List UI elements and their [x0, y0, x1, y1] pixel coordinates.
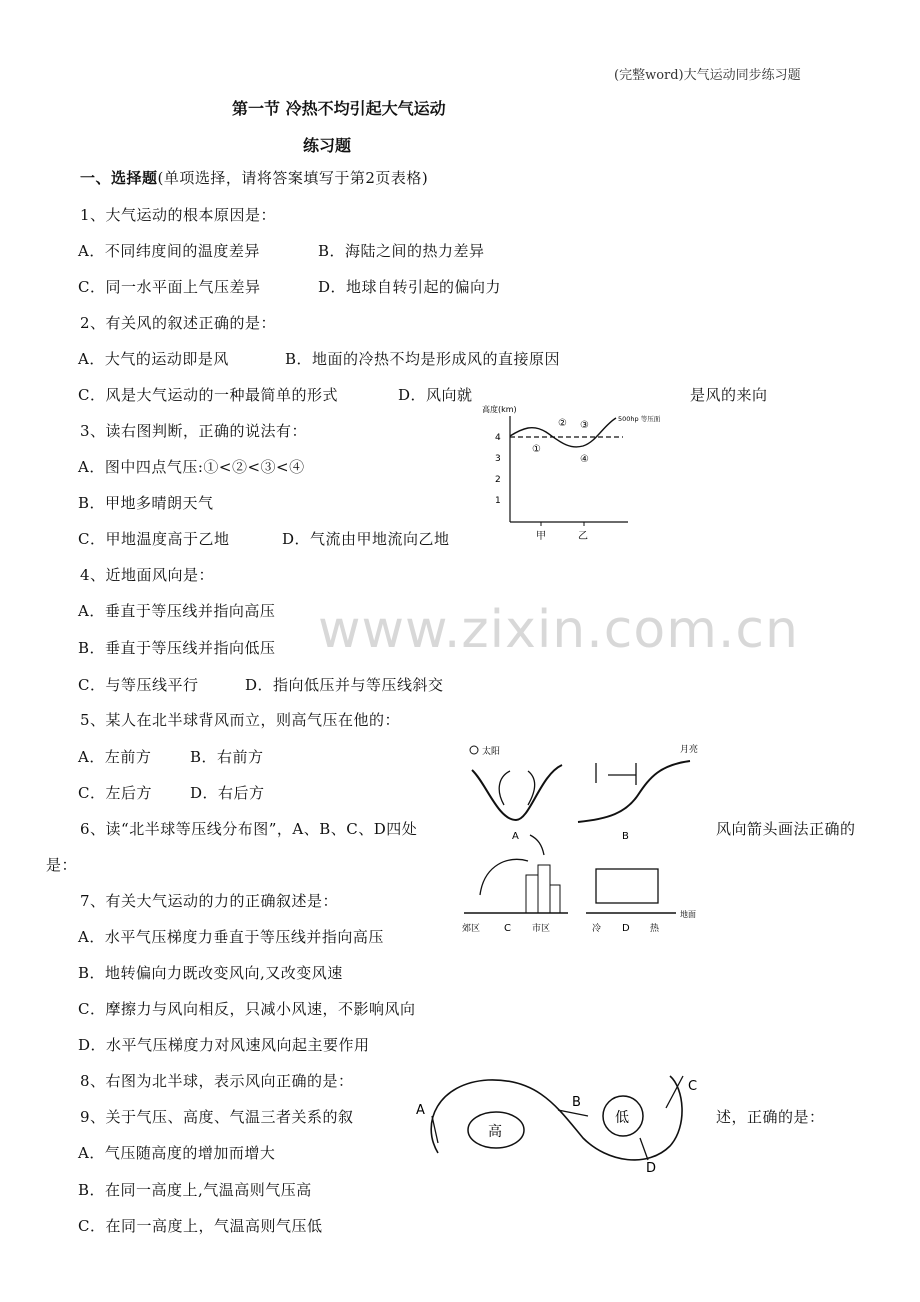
q7-stem: 7、有关大气运动的力的正确叙述是： [80, 892, 339, 910]
q7-option-a: A．水平气压梯度力垂直于等压线并指向高压 [78, 928, 384, 946]
q6-stem-tail: 风向箭头画法正确的 [716, 820, 856, 838]
fig3-xlabel-yi: 乙 [578, 531, 588, 542]
q1-option-c: C．同一水平面上气压差异 [78, 278, 261, 296]
q3-option-c: C．甲地温度高于乙地 [78, 530, 230, 548]
fig6-city-label: 市区 [532, 924, 551, 934]
q3-stem: 3、读右图判断，正确的说法有： [80, 422, 308, 440]
q2-option-c: C．风是大气运动的一种最简单的形式 [78, 386, 338, 404]
fig6-letter-c: C [504, 923, 511, 934]
q2-option-d-tail: 是风的来向 [690, 386, 768, 404]
fig8-low-label: 低 [615, 1110, 629, 1126]
q9-stem-tail: 述，正确的是： [716, 1108, 825, 1126]
fig6-letter-d: D [622, 923, 630, 934]
q5-option-d: D．右后方 [190, 784, 265, 802]
fig8-letter-c: C [688, 1079, 698, 1094]
q4-option-c: C．与等压线平行 [78, 676, 199, 694]
fig6-letter-a: A [512, 831, 519, 842]
fig8-high-label: 高 [488, 1124, 502, 1140]
q9-option-a: A．气压随高度的增加而增大 [78, 1144, 276, 1162]
q7-option-b: B．地转偏向力既改变风向,又改变风速 [78, 964, 343, 982]
fig3-point-2: ② [558, 418, 567, 429]
q9-option-c: C．在同一高度上，气温高则气压低 [78, 1217, 323, 1235]
fig6-sun-label: 太阳 [482, 747, 501, 757]
fig3-point-3: ③ [580, 420, 589, 431]
q1-stem: 1、大气运动的根本原因是： [80, 206, 277, 224]
section-label: 一、选择题 [80, 169, 158, 187]
fig3-xlabel-jia: 甲 [536, 531, 546, 542]
q1-option-a: A．不同纬度间的温度差异 [78, 242, 260, 260]
fig6-circulation-d [596, 869, 658, 903]
q1-option-b: B．海陆之间的热力差异 [318, 242, 485, 260]
fig3-point-4: ④ [580, 454, 589, 465]
q8-stem: 8、右图为北半球，表示风向正确的是： [80, 1072, 354, 1090]
fig6-arrow-a1 [499, 771, 510, 805]
q4-option-b: B．垂直于等压线并指向低压 [78, 639, 276, 657]
page-title: 第一节 冷热不均引起大气运动 [232, 99, 446, 118]
page-subtitle: 练习题 [303, 136, 352, 155]
fig8-arrow-d [640, 1138, 648, 1160]
fig8-letter-a: A [416, 1103, 425, 1118]
fig6-building [526, 875, 538, 913]
q2-option-b: B．地面的冷热不均是形成风的直接原因 [285, 350, 561, 368]
q3-isobar-figure [478, 398, 678, 548]
section-heading [80, 168, 428, 188]
fig8-isobar-outer [431, 1076, 682, 1160]
q5-stem: 5、某人在北半球背风而立，则高气压在他的： [80, 711, 401, 729]
fig6-ground-label: 地面 [680, 910, 696, 919]
q2-option-d: D．风向就 [398, 386, 473, 404]
q6-wind-figure [458, 735, 708, 935]
q5-option-c: C．左后方 [78, 784, 152, 802]
fig6-panel-a [470, 745, 562, 842]
fig6-moon-label: 月亮 [680, 745, 699, 755]
fig6-panel-d [586, 869, 696, 934]
fig6-arrow-c2 [530, 835, 544, 855]
fig6-letter-b: B [622, 831, 629, 842]
fig6-slope-b [578, 761, 690, 822]
fig6-building [550, 885, 560, 913]
fig8-letter-b: B [572, 1095, 581, 1110]
fig3-tick-1: 1 [495, 496, 501, 506]
fig6-panel-c [462, 835, 568, 934]
fig3-ylabel: 高度(km) [482, 405, 517, 414]
q2-option-a: A．大气的运动即是风 [78, 350, 229, 368]
fig6-suburb-label: 郊区 [462, 924, 481, 934]
q4-stem: 4、近地面风向是： [80, 566, 215, 584]
fig3-tick-2: 2 [495, 475, 501, 485]
q4-option-d: D．指向低压并与等压线斜交 [245, 676, 444, 694]
fig6-cold-label: 冷 [592, 924, 602, 934]
page-header: (完整word)大气运动同步练习题 [614, 68, 801, 83]
fig6-arrow-c1 [480, 859, 528, 895]
q3-option-b: B．甲地多晴朗天气 [78, 494, 214, 512]
q8-pressure-figure [408, 1068, 708, 1178]
watermark: www.zixin.com.cn [318, 600, 799, 660]
fig8-letter-d: D [646, 1161, 657, 1176]
q3-option-a: A．图中四点气压:①<②<③<④ [78, 458, 305, 476]
q1-option-d: D．地球自转引起的偏向力 [318, 278, 502, 296]
fig3-tick-4: 4 [495, 433, 501, 443]
q4-option-a: A．垂直于等压线并指向高压 [78, 602, 276, 620]
fig6-panel-b [578, 744, 698, 842]
q9-option-b: B．在同一高度上,气温高则气压高 [78, 1181, 312, 1199]
sun-icon [470, 746, 478, 754]
fig3-point-1: ① [532, 444, 541, 455]
q5-option-a: A．左前方 [78, 748, 152, 766]
q2-stem: 2、有关风的叙述正确的是： [80, 314, 277, 332]
q7-option-c: C．摩擦力与风向相反，只减小风速，不影响风向 [78, 1000, 416, 1018]
fig3-tick-3: 3 [495, 454, 501, 464]
fig6-hot-label: 热 [650, 924, 660, 934]
fig3-isobar-label: 500hp 等压面 [618, 415, 661, 423]
q5-option-b: B．右前方 [190, 748, 264, 766]
q7-option-d: D．水平气压梯度力对风速风向起主要作用 [78, 1036, 370, 1054]
section-note: (单项选择，请将答案填写于第2页表格) [157, 169, 429, 187]
fig6-valley-a [472, 765, 562, 820]
q9-stem: 9、关于气压、高度、气温三者关系的叙 [80, 1108, 354, 1126]
q3-option-d: D．气流由甲地流向乙地 [282, 530, 450, 548]
fig6-building [538, 865, 550, 913]
q6-stem: 6、读“北半球等压线分布图”，A、B、C、D四处 [80, 820, 418, 838]
q6-stem-cont: 是： [46, 856, 78, 874]
